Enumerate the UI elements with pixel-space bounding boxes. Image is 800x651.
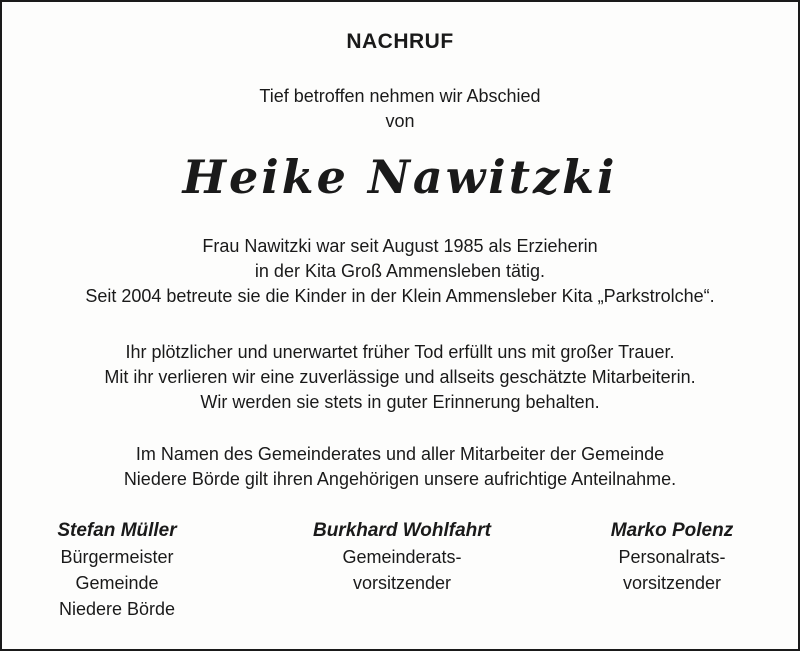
signatory-staff-council-chair	[577, 518, 767, 596]
signatory-mayor	[32, 518, 202, 622]
signatory-name: Marko Polenz	[610, 520, 734, 541]
paragraph-line: Mit ihr verlieren wir eine zuverlässige und allseits geschätzte Mitarbeiterin.	[104, 367, 696, 387]
signatory-title-line: vorsitzender	[622, 573, 722, 593]
signatory-title-line: Gemeinde	[75, 573, 159, 593]
signatory-title-line: Niedere Börde	[58, 599, 176, 619]
paragraph-line: Ihr plötzlicher und unerwartet früher Tod erfüllt uns mit großer Trauer.	[125, 342, 675, 362]
sympathy-paragraph	[2, 442, 798, 492]
signatory-name: Burkhard Wohlfahrt	[312, 520, 492, 541]
intro-line: Tief betroffen nehmen wir Abschied	[259, 86, 541, 106]
intro-line: von	[385, 111, 415, 131]
paragraph-line: Wir werden sie stets in guter Erinnerung behalten.	[200, 392, 600, 412]
paragraph-line: Seit 2004 betreute sie die Kinder in der Klein Ammensleber Kita „Parkstrolche“.	[85, 286, 715, 306]
signatory-title-line: Personalrats-	[618, 547, 726, 567]
paragraph-line: Frau Nawitzki war seit August 1985 als Erzieherin	[202, 236, 598, 256]
signatory-title-line: Gemeinderats-	[342, 547, 462, 567]
deceased-name: Heike Nawitzki	[182, 150, 618, 204]
signatory-council-chair	[282, 518, 522, 596]
condolence-paragraph	[2, 340, 798, 415]
notice-heading: NACHRUF	[346, 30, 454, 53]
paragraph-line: Niedere Börde gilt ihren Angehörigen unsere aufrichtige Anteilnahme.	[123, 469, 677, 489]
intro-text	[2, 84, 798, 134]
career-paragraph	[2, 234, 798, 309]
signatory-title-line: Bürgermeister	[60, 547, 174, 567]
signatory-title-line: vorsitzender	[352, 573, 452, 593]
paragraph-line: in der Kita Groß Ammensleben tätig.	[254, 261, 546, 281]
paragraph-line: Im Namen des Gemeinderates und aller Mitarbeiter der Gemeinde	[135, 444, 665, 464]
signatory-name: Stefan Müller	[57, 520, 177, 541]
